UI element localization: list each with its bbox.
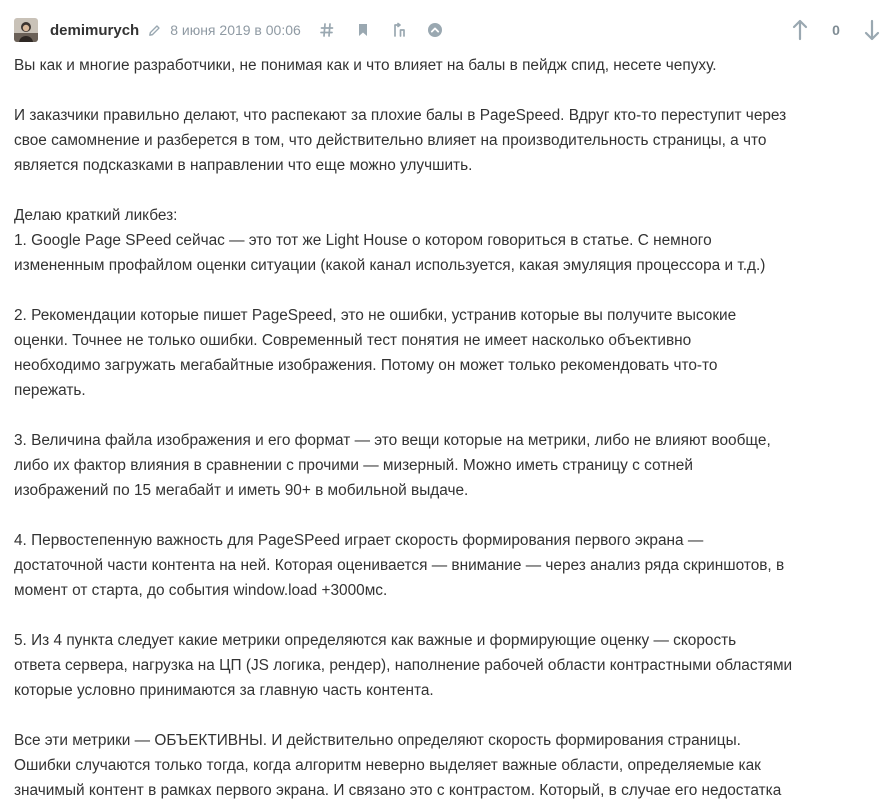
comment-text-line: 1. Google Page SPeed сейчас — это тот же Light House о котором говориться в статье. С немного <box>14 232 712 249</box>
paragraph-gap <box>14 278 880 303</box>
comment-text-line: является подсказками в направлении что еще можно улучшить. <box>14 157 473 174</box>
comment-text-line: 4. Первостепенную важность для PageSPeed играет скорость формирования первого экрана — <box>14 532 704 549</box>
comment-text-line: оценки. Точнее не только ошибки. Современный тест понятия не имеет насколько объективно <box>14 332 692 349</box>
comment-text-line: И заказчики правильно делают, что распекают за плохие балы в PageSpeed. Вдруг кто-то переступит через <box>14 107 787 124</box>
comment-text-line: 3. Величина файла изображения и его формат — это вещи которые на метрики, либо не влияют вообще, <box>14 432 771 449</box>
paragraph-gap <box>14 403 880 428</box>
comment-text-line: пережать. <box>14 382 86 399</box>
comment-text-line: ответа сервера, нагрузка на ЦП (JS логика, рендер), наполнение рабочей области контрастными областями <box>14 657 793 674</box>
arrow-up-icon[interactable] <box>790 18 810 42</box>
comment-text-line: Делаю краткий ликбез: <box>14 207 178 224</box>
comment-text-line: 5. Из 4 пункта следует какие метрики определяются как важные и формирующие оценку — скорость <box>14 632 737 649</box>
collapse-icon[interactable] <box>427 22 443 38</box>
comment-author[interactable]: demimurych <box>50 21 140 39</box>
comment-text-line: 2. Рекомендации которые пишет PageSpeed, это не ошибки, устранив которые вы получите высокие <box>14 307 737 324</box>
paragraph-gap <box>14 703 880 728</box>
comment-text-line: Все эти метрики — ОБЪЕКТИВНЫ. И действительно определяют скорость формирования страницы. <box>14 732 741 749</box>
paragraph-gap <box>14 503 880 528</box>
comment-text-line: измененным профайлом оценки ситуации (какой канал используется, какая эмуляция процессора и т.д.) <box>14 257 766 274</box>
comment-text-line: момент от старта, до события window.load +3000мс. <box>14 582 388 599</box>
bookmark-icon[interactable] <box>355 22 371 38</box>
avatar[interactable] <box>14 18 38 42</box>
pencil-icon[interactable] <box>147 23 162 38</box>
comment-text-line: либо их фактор влияния в сравнении с прочими — мизерный. Можно иметь страницу с сотней <box>14 457 693 474</box>
comment-text-line: которые условно принимаются за главную часть контента. <box>14 682 434 699</box>
comment-text-line: значимый контент в рамках первого экрана. И связано это с контрастом. Который, в случае его недостатка <box>14 782 782 799</box>
comment-text-line: необходимо загружать мегабайтные изображения. Потому он может только рекомендовать что-то <box>14 357 718 374</box>
hash-icon[interactable] <box>319 22 335 38</box>
comment-text-line: Ошибки случаются только тогда, когда алгоритм неверно выделяет важные области, определяемые как <box>14 757 761 774</box>
paragraph-gap <box>14 603 880 628</box>
comment-header <box>14 16 882 44</box>
comment-text-line: Вы как и многие разработчики, не понимая как и что влияет на балы в пейдж спид, несете чепуху. <box>14 57 717 74</box>
paragraph-gap <box>14 78 880 103</box>
comment-date[interactable]: 8 июня 2019 в 00:06 <box>170 22 301 38</box>
vote-controls <box>790 16 882 44</box>
parent-comment-icon[interactable] <box>391 22 407 38</box>
comment-text-line: достаточной части контента на ней. Которая оценивается — внимание — через анализ ряда скриншотов, в <box>14 557 785 574</box>
comment-text-line: свое самомнение и разберется в том, что действительно влияет на производительность страницы, а что <box>14 132 767 149</box>
comment-body <box>14 53 880 803</box>
paragraph-gap <box>14 178 880 203</box>
arrow-down-icon[interactable] <box>862 18 882 42</box>
comment-text-line: изображений по 15 мегабайт и иметь 90+ в мобильной выдаче. <box>14 482 469 499</box>
comment-score: 0 <box>832 22 840 38</box>
